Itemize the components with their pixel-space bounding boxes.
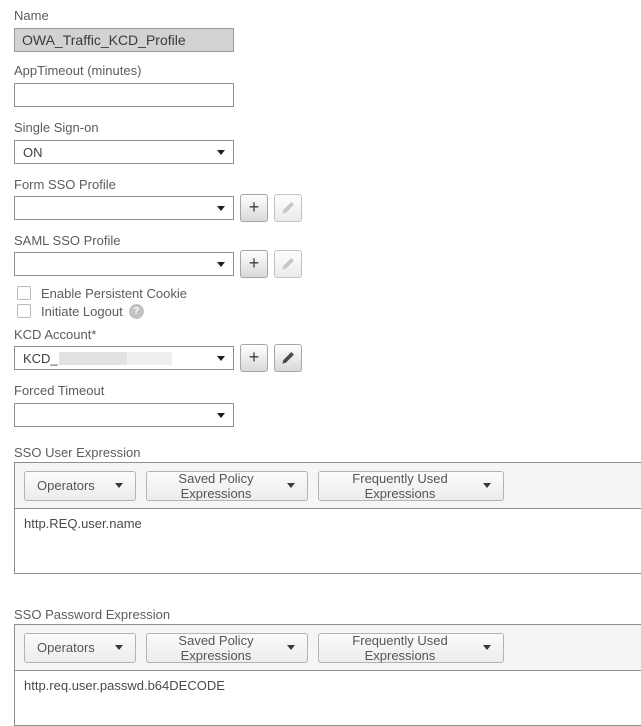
kcd-account-value: KCD_ [23, 351, 172, 366]
single-sign-on-select[interactable] [14, 140, 234, 164]
frequently-used-expressions-button-label: Frequently Used Expressions [352, 470, 448, 501]
sso-password-expression-editor [14, 624, 641, 726]
kcd-account-select[interactable] [14, 346, 234, 370]
operators-button[interactable] [24, 471, 136, 501]
initiate-logout-row [14, 303, 641, 319]
chevron-down-icon [217, 413, 225, 418]
operators-button-label: Operators [37, 640, 95, 655]
name-label: Name [14, 8, 49, 23]
plus-icon: + [248, 253, 260, 273]
forced-timeout-select[interactable] [14, 403, 234, 427]
saved-policy-expressions-button-label: Saved Policy Expressions [178, 470, 254, 501]
sso-user-expression-editor [14, 462, 641, 574]
single-sign-on-label: Single Sign-on [14, 120, 99, 135]
form-sso-profile-row [14, 194, 641, 222]
sso-user-expression-label: SSO User Expression [14, 445, 141, 460]
name-input [14, 28, 234, 52]
sso-password-expression-input[interactable]: http.req.user.passwd.b64DECODE [15, 671, 641, 725]
saml-sso-profile-row [14, 250, 641, 278]
frequently-used-expressions-button[interactable] [318, 633, 504, 663]
chevron-down-icon [287, 483, 295, 488]
form-sso-profile-label: Form SSO Profile [14, 177, 116, 192]
add-form-sso-profile-button[interactable] [240, 194, 268, 222]
initiate-logout-checkbox[interactable] [17, 304, 31, 318]
redacted-value [59, 352, 172, 365]
edit-kcd-account-button[interactable] [274, 344, 302, 372]
expression-toolbar [15, 463, 641, 509]
chevron-down-icon [115, 645, 123, 650]
enable-persistent-cookie-label: Enable Persistent Cookie [41, 285, 187, 301]
operators-button[interactable] [24, 633, 136, 663]
chevron-down-icon [217, 206, 225, 211]
saml-sso-profile-label: SAML SSO Profile [14, 233, 121, 248]
form-sso-profile-select[interactable] [14, 196, 234, 220]
sso-user-expression-input[interactable]: http.REQ.user.name [15, 509, 641, 573]
chevron-down-icon [217, 262, 225, 267]
pencil-icon [281, 257, 295, 271]
edit-saml-sso-profile-button [274, 250, 302, 278]
add-kcd-account-button[interactable] [240, 344, 268, 372]
operators-button-label: Operators [37, 478, 95, 493]
enable-persistent-cookie-checkbox[interactable] [17, 286, 31, 300]
chevron-down-icon [483, 645, 491, 650]
help-icon[interactable]: ? [129, 304, 144, 319]
kcd-account-label: KCD Account* [14, 327, 97, 342]
saved-policy-expressions-button-label: Saved Policy Expressions [178, 632, 254, 663]
app-timeout-label: AppTimeout (minutes) [14, 63, 142, 78]
saml-sso-profile-select[interactable] [14, 252, 234, 276]
chevron-down-icon [217, 356, 225, 361]
plus-icon: + [248, 197, 260, 217]
saved-policy-expressions-button[interactable] [146, 471, 308, 501]
saved-policy-expressions-button[interactable] [146, 633, 308, 663]
plus-icon: + [248, 347, 260, 367]
frequently-used-expressions-button-label: Frequently Used Expressions [352, 632, 448, 663]
chevron-down-icon [287, 645, 295, 650]
chevron-down-icon [115, 483, 123, 488]
sso-password-expression-label: SSO Password Expression [14, 607, 171, 622]
single-sign-on-value: ON [23, 144, 43, 160]
kcd-account-row [14, 344, 641, 372]
forced-timeout-label: Forced Timeout [14, 383, 105, 398]
app-timeout-input[interactable] [14, 83, 234, 107]
pencil-icon [281, 201, 295, 215]
edit-form-sso-profile-button [274, 194, 302, 222]
frequently-used-expressions-button[interactable] [318, 471, 504, 501]
pencil-icon [281, 351, 295, 365]
chevron-down-icon [217, 150, 225, 155]
initiate-logout-label: Initiate Logout [41, 303, 123, 319]
enable-persistent-cookie-row [14, 285, 641, 301]
expression-toolbar [15, 625, 641, 671]
add-saml-sso-profile-button[interactable] [240, 250, 268, 278]
chevron-down-icon [483, 483, 491, 488]
